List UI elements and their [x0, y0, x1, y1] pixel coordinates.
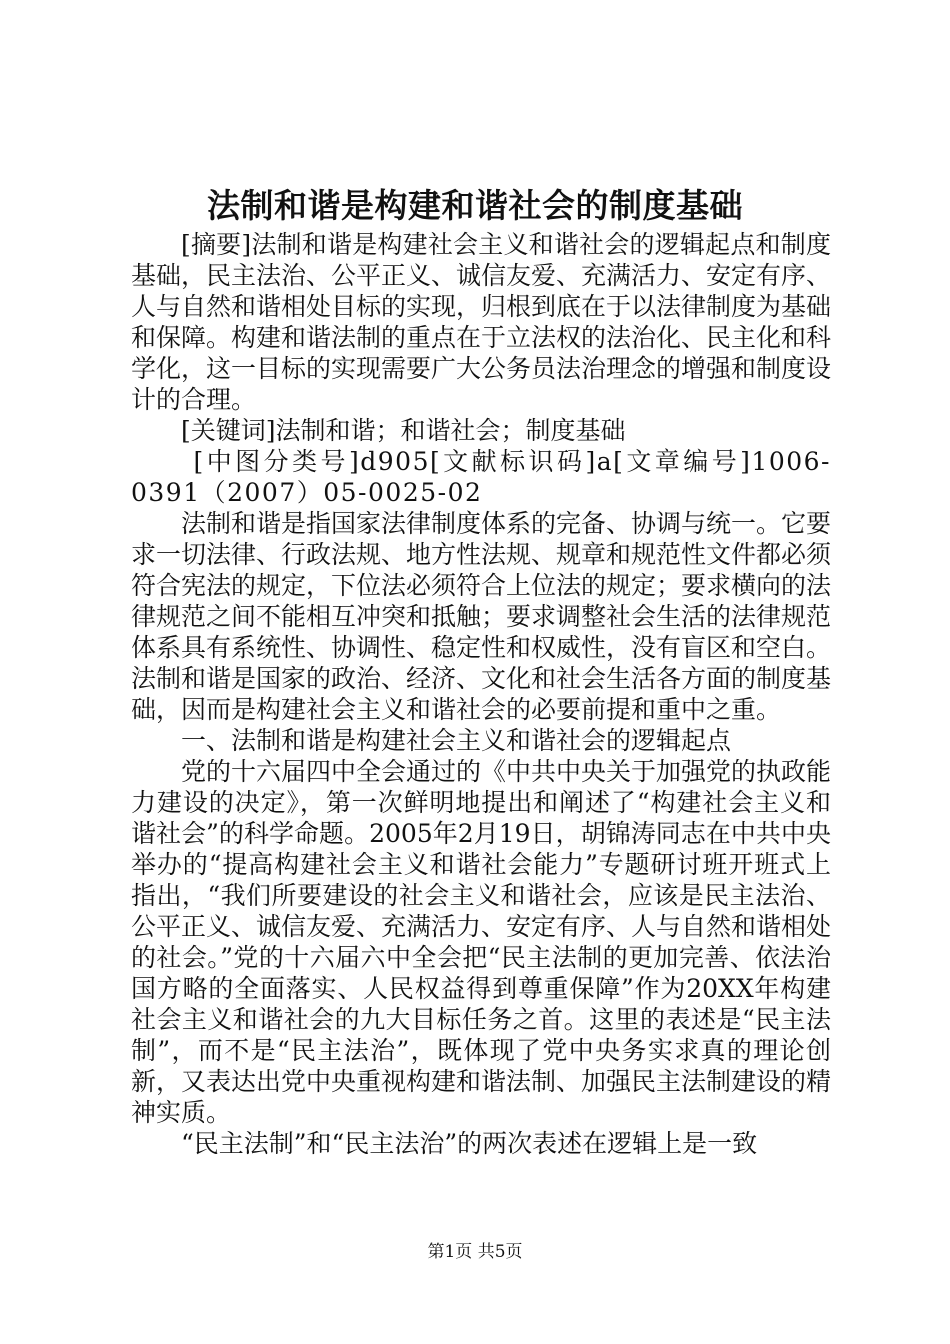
body-paragraph: “民主法制”和“民主法治”的两次表述在逻辑上是一致 — [181, 1129, 758, 1158]
document-title: 法制和谐是构建和谐社会的制度基础 — [207, 186, 743, 225]
classification-paragraph: [中图分类号]d905[文献标识码]a[文章编号]1006-0391（2007）05-0025-02 — [131, 447, 831, 507]
section-heading: 一、法制和谐是构建社会主义和谐社会的逻辑起点 — [181, 726, 732, 755]
body-paragraph: 法制和谐是指国家法律制度体系的完备、协调与统一。它要求一切法律、行政法规、地方性法规、规章和规范性文件都必须符合宪法的规定，下位法必须符合上位法的规定；要求横向的法律规范之间不能相互冲突和抵触；要求调整社会生活的法律规范体系具有系统性、协调性、稳定性和权威性，没有盲区和空白。法制和谐是国家的政治、经济、文化和社会生活各方面的制度基础，因而是构建社会主义和谐社会的必要前提和重中之重。 — [131, 509, 832, 724]
abstract-paragraph: [摘要]法制和谐是构建社会主义和谐社会的逻辑起点和制度基础，民主法治、公平正义、诚信友爱、充满活力、安定有序、人与自然和谐相处目标的实现，归根到底在于以法律制度为基础和保障。构建和谐法制的重点在于立法权的法治化、民主化和科学化，这一目标的实现需要广大公务员法治理念的增强和制度设计的合理。 — [131, 230, 832, 414]
body-paragraph: 党的十六届四中全会通过的《中共中央关于加强党的执政能力建设的决定》，第一次鲜明地提出和阐述了“构建社会主义和谐社会”的科学命题。2005年2月19日，胡锦涛同志在中共中央举办的“提高构建社会主义和谐社会能力”专题研讨班开班式上指出，“我们所要建设的社会主义和谐社会，应该是民主法治、公平正义、诚信友爱、充满活力、安定有序、人与自然和谐相处的社会。”党的十六届六中全会把“民主法制的更加完善、依法治国方略的全面落实、人民权益得到尊重保障”作为20XX年构建社会主义和谐社会的九大目标任务之首。这里的表述是“民主法制”，而不是“民主法治”，既体现了党中央务实求真的理论创新，又表达出党中央重视构建和谐法制、加强民主法制建设的精神实质。 — [131, 757, 832, 1127]
keywords-paragraph: [关键词]法制和谐；和谐社会；制度基础 — [181, 416, 626, 445]
document-body — [131, 229, 831, 1159]
page-indicator: 第1页 共5页 — [427, 1242, 523, 1262]
